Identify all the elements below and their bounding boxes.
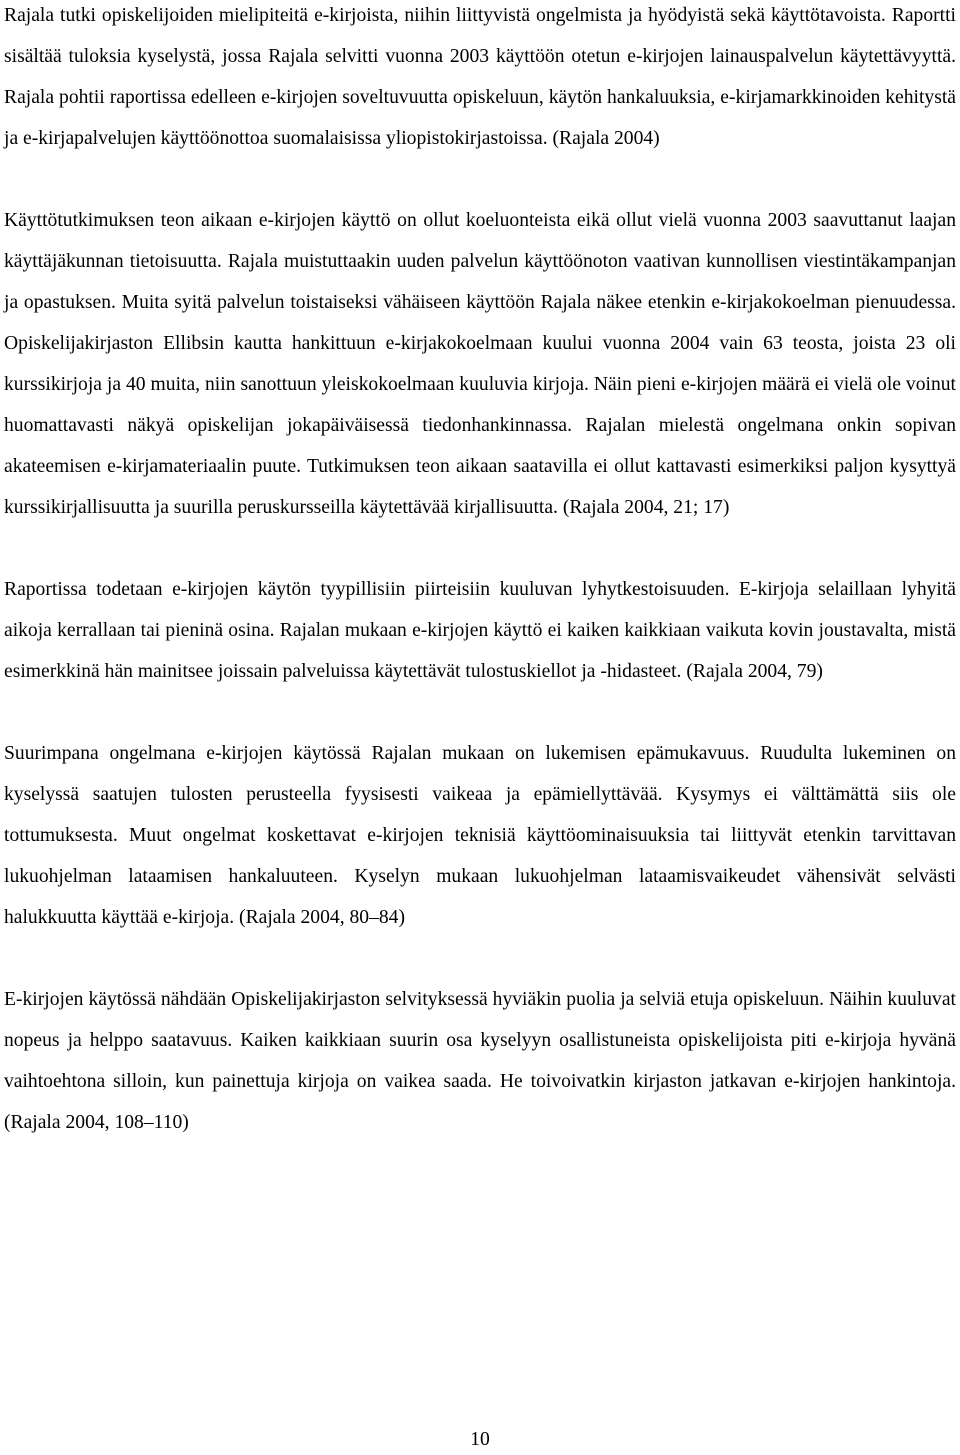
paragraph-benefits: E-kirjojen käytössä nähdään Opiskelijakirjaston selvityksessä hyviäkin puolia ja selviä etuja opiskeluun. Näihin kuuluvat nopeus ja helppo saatavuus. Kaiken kaikkiaan suurin osa kyselyyn osallistuneista opiskelijoista piti e-kirjoja hyvänä vaihtoehtona silloin, kun painettuja kirjoja on vaikea saada. He toivoivatkin kirjaston jatkavan e-kirjojen hankintoja. (Rajala 2004, 108–110) (4, 989, 956, 1133)
document-page (4, 0, 956, 1143)
paragraph-rajala-survey: Rajala tutki opiskelijoiden mielipiteitä e-kirjoista, niihin liittyvistä ongelmista ja hyödyistä sekä käyttötavoista. Raportti sisältää tuloksia kyselystä, jossa Rajala selvitti vuonna 2003 käyttöön otetun e-kirjojen lainauspalvelun käytettävyyttä. Rajala pohtii raportissa edelleen e-kirjojen soveltuvuutta opiskeluun, käytön hankaluuksia, e-kirjamarkkinoiden kehitystä ja e-kirjapalvelujen käyttöönottoa suomalaisissa yliopistokirjastoissa. (Rajala 2004) (4, 5, 956, 149)
paragraph-usage-study: Käyttötutkimuksen teon aikaan e-kirjojen käyttö on ollut koeluonteista eikä ollut vielä vuonna 2003 saavuttanut laajan käyttäjäkunnan tietoisuutta. Rajala muistuttaakin uuden palvelun käyttöönoton vaativan kunnollisen viestintäkampanjan ja opastuksen. Muita syitä palvelun toistaiseksi vähäiseen käyttöön Rajala näkee etenkin e-kirjakokoelman pienuudessa. Opiskelijakirjaston Ellibsin kautta hankittuun e-kirjakokoelmaan kuului vuonna 2004 vain 63 teosta, joista 23 oli kurssikirjoja ja 40 muita, niin sanottuun yleiskokoelmaan kuuluvia kirjoja. Näin pieni e-kirjojen määrä ei vielä ole voinut huomattavasti näkyä opiskelijan jokapäiväisessä tiedonhankinnassa. Rajalan mielestä ongelmana onkin sopivan akateemisen e-kirjamateriaalin puute. Tutkimuksen teon aikaan saatavilla ei ollut kattavasti esimerkiksi paljon kysyttyä kurssikirjallisuutta ja suurilla peruskursseilla käytettävää kirjallisuutta. (Rajala 2004, 21; 17) (4, 210, 956, 518)
paragraph-usage-features: Raportissa todetaan e-kirjojen käytön tyypillisiin piirteisiin kuuluvan lyhytkestoisuuden. E-kirjoja selaillaan lyhyitä aikoja kerrallaan tai pieninä osina. Rajalan mukaan e-kirjojen käyttö ei kaiken kaikkiaan vaikuta kovin joustavalta, mistä esimerkkinä hän mainitsee joissain palveluissa käytettävät tulostuskiellot ja -hidasteet. (Rajala 2004, 79) (4, 579, 956, 682)
paragraph-reading-problems: Suurimpana ongelmana e-kirjojen käytössä Rajalan mukaan on lukemisen epämukavuus. Ruudulta lukeminen on kyselyssä saatujen tulosten perusteella fyysisesti vaikeaa ja epämiellyttävää. Kysymys ei välttämättä siis ole tottumuksesta. Muut ongelmat koskettavat e-kirjojen teknisiä käyttöominaisuuksia tai liittyvät etenkin tarvittavan lukuohjelman lataamisen hankaluuteen. Kyselyn mukaan lukuohjelman lataamisvaikeudet vähensivät selvästi halukkuutta käyttää e-kirjoja. (Rajala 2004, 80–84) (4, 743, 956, 928)
page-number: 10 (470, 1429, 490, 1450)
